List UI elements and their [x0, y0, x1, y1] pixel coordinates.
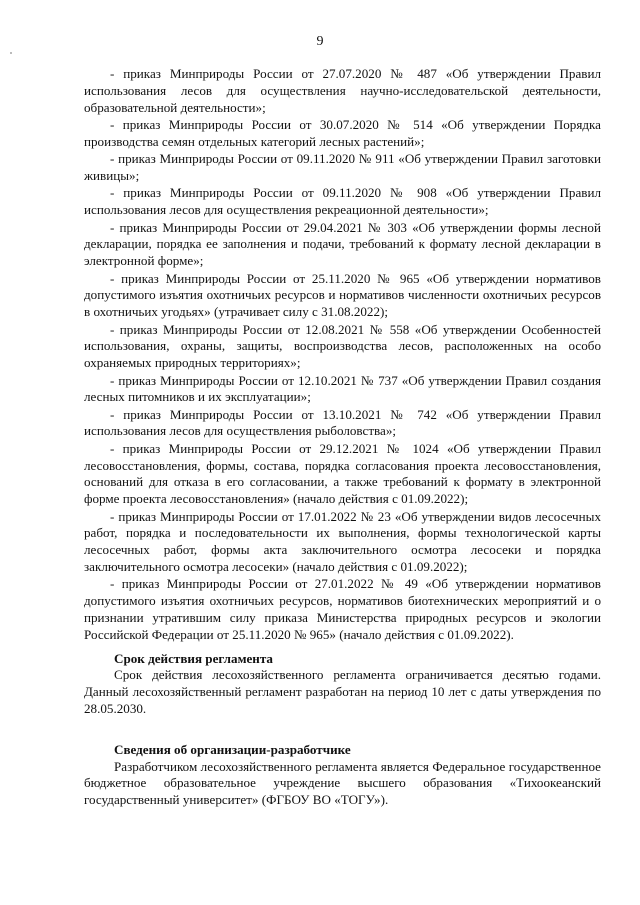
validity-heading: Срок действия регламента	[114, 650, 273, 666]
developer-heading: Сведения об организации-разработчике	[114, 741, 351, 757]
order-list-item: - приказ Минприроды России от 09.11.2020 № 911 «Об утверждении Правил заготовки живицы»;	[84, 151, 601, 183]
scan-mark	[10, 52, 12, 54]
order-list-item: - приказ Минприроды России от 27.01.2022 № 49 «Об утверждении нормативов допустимого изъятия охотничьих ресурсов, нормативов биотехнических мероприятий и о признании утратившим силу приказа Министерства природных ресурсов и экологии Российской Федерации от 25.11.2020 № 965» (начало действия с 01.09.2022).	[84, 576, 601, 642]
order-list-item: - приказ Минприроды России от 30.07.2020 № 514 «Об утверждении Порядка производства семян отдельных категорий лесных растений»;	[84, 116, 601, 149]
order-list-item: - приказ Минприроды России от 29.12.2021 № 1024 «Об утверждении Правил лесовосстановления, формы, состава, порядка согласования проекта лесовосстановления, оснований для отказа в его согласовании, а также требований к формату в электронной форме проекта лесовосстановления» (начало действия с 01.09.2022);	[84, 440, 601, 507]
order-list-item: - приказ Минприроды России от 13.10.2021 № 742 «Об утверждении Правил использования лесов для осуществления рыболовства»;	[84, 406, 601, 439]
developer-text: Разработчиком лесохозяйственного регламента является Федеральное государственное бюджетное образовательное учреждение высшего образования «Тихоокеанский государственный университет» (ФГБОУ ВО «ТОГУ»).	[84, 758, 601, 808]
order-list-item: - приказ Минприроды России от 29.04.2021 № 303 «Об утверждении формы лесной декларации, порядка ее заполнения и подачи, требований к формату лесной декларации в электронной форме»;	[84, 219, 601, 269]
page-number: 9	[316, 34, 324, 49]
order-list-item: - приказ Минприроды России от 25.11.2020 № 965 «Об утверждении нормативов допустимого изъятия охотничьих ресурсов и нормативов численности охотничьих ресурсов в охотничьих угодьях» (утрачивает силу с 31.08.2022);	[84, 270, 601, 320]
page-body	[84, 66, 601, 809]
validity-text: Срок действия лесохозяйственного регламента ограничивается десятью годами. Данный лесохозяйственный регламент разработан на период 10 лет с даты утверждения по 28.05.2030.	[84, 667, 601, 717]
order-list-item: - приказ Минприроды России от 17.01.2022 № 23 «Об утверждении видов лесосечных работ, порядка и последовательности их выполнения, формы технологической карты лесосечных работ, формы акта заключительного осмотра лесосеки и порядка заключительного осмотра лесосеки» (начало действия с 01.09.2022);	[84, 508, 601, 575]
order-list-item: - приказ Минприроды России от 27.07.2020 № 487 «Об утверждении Правил использования лесов для осуществления научно-исследовательской деятельности, образовательной деятельности»;	[84, 66, 601, 115]
order-list-item: - приказ Минприроды России от 09.11.2020 № 908 «Об утверждении Правил использования лесов для осуществления рекреационной деятельности»;	[84, 185, 601, 218]
order-list-item: - приказ Минприроды России от 12.08.2021 № 558 «Об утверждении Особенностей использования, охраны, защиты, воспроизводства лесов, расположенных на особо охраняемых природных территориях»;	[84, 321, 601, 371]
order-list-item: - приказ Минприроды России от 12.10.2021 № 737 «Об утверждении Правил создания лесных питомников и их эксплуатации»;	[84, 372, 601, 405]
